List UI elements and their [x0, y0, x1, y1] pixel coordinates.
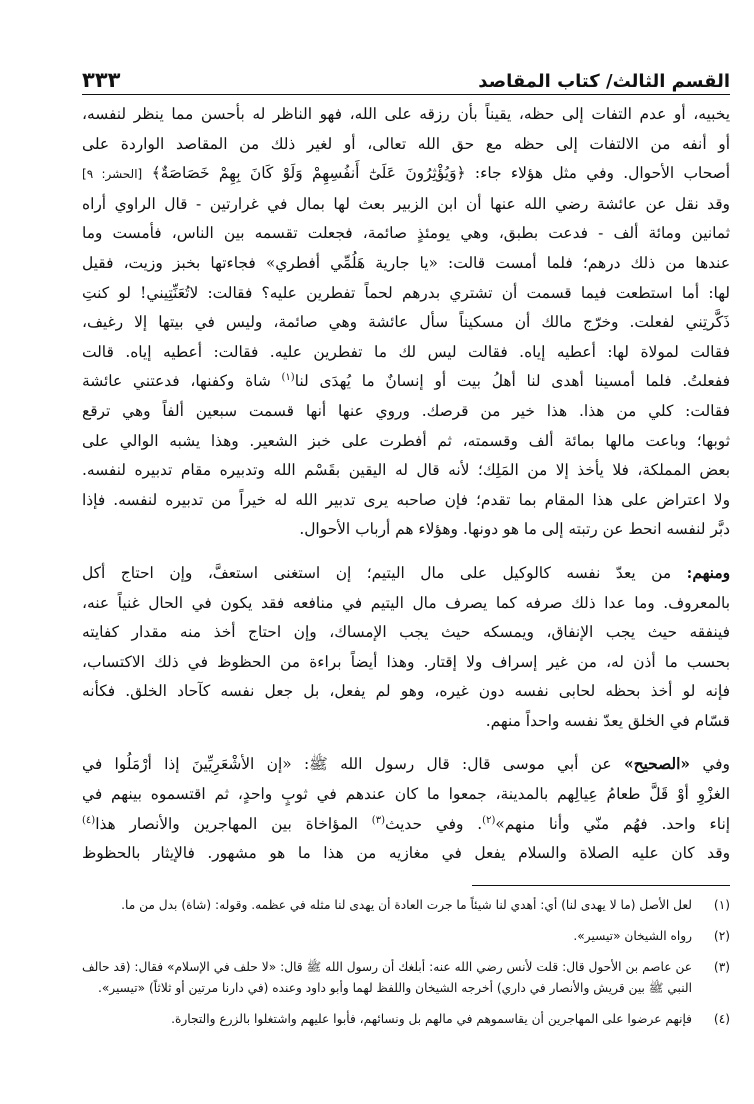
footnote-ref-1[interactable]: (١) [281, 372, 295, 384]
text-segment: من يعدّ نفسه كالوكيل على مال اليتيم؛ إن استغنى استعفَّ، وإن احتاج أكل [82, 563, 672, 582]
text-segment: عن أبي موسى قال: قال رسول الله ﷺ: «إن الأشْعَرِيِّينَ إذا أرْمَلُوا في [82, 755, 612, 774]
page-number: ٣٣٣ [82, 68, 121, 92]
text-line: بعض المملكة، فلا يأخذ إلا من المَلِك؛ لأنه قال له اليقين بقَسْم الله وتدبيره مقام تدبيره لنفسه. [82, 461, 730, 480]
text-line: بحسب ما أذن له، من غير إسراف ولا إقتار. وهذا أيضاً براءة من الحظوظ في ذلك الاكتساب، [82, 652, 730, 671]
footnotes [82, 895, 730, 1040]
footnote-text: رواه الشيخان «تيسير». [573, 929, 692, 943]
text-segment: المؤاخاة بين المهاجرين والأنصار هذا [95, 814, 372, 833]
footnote-number: (١) [713, 898, 730, 912]
footnote-number: (٤) [713, 1012, 730, 1026]
text-line: فينفقه حيث يجب الإنفاق، ويمسكه حيث يجب الإمساك، وإن احتاج أخذ منه مقدار كفايته [82, 623, 730, 642]
footnote-item [82, 926, 730, 947]
text-line [82, 559, 730, 589]
text-line: فقالت لمولاة لها: أعطيه إياه. فقالت ليس لك ما تفطرين عليه. فقالت: أعطيه إياه. قالت [82, 342, 730, 361]
text-line: ولا اعتراض على هذا المقام بما تقدم؛ فإن صاحبه يرى تدبير الله له خيراً من تدبيره لنفسه. فإذا [82, 490, 730, 509]
quran-reference: [الحشر: ٩] [82, 167, 143, 182]
text-line: ثوبها؛ وباعت مالها بمائة ألف وقسمته، ثم أفطرت على خبز الشعير. وهذا يشبه الوالي على [82, 431, 730, 450]
text-line: دبَّر لنفسه انحط عن رتبته إلى ما هو دونها. وهؤلاء هم أرباب الأحوال. [299, 520, 730, 539]
text-segment: شاة وكفنها، فدعتني عائشة [82, 372, 271, 391]
text-line: عندها من ذلك درهم؛ فلما أمست قالت: «يا جارية هَلُمِّي أفطري» فجاءتها بخبز وزيت، فقيل [82, 253, 730, 272]
text-line: فقالت: كلي من هذا. هذا خير من قرصك. وروي عنها أنها قسمت سبعين ألفاً وهي ترقع [82, 401, 730, 420]
chapter-title: القسم الثالث/ كتاب المقاصد [478, 71, 730, 92]
text-line: أو أنفه من الالتفات إلى حظه مع حق الله تعالى، أو لغير ذلك من المقاصد الواردة على [82, 134, 730, 153]
text-segment: ففعلتُ. فلما أمسينا أهدى لنا أهلُ بيت أو إنسانٌ ما يُهدَى لنا [294, 372, 731, 391]
text-line: وقد كان عليه الصلاة والسلام يفعل في مغازيه من هذا ما هو مشهور. فالإيثار بالحظوظ [82, 844, 730, 863]
text-line: قسّام في الخلق يعدّ نفسه واحداً منهم. [485, 711, 730, 730]
footnote-text: لعل الأصل (ما لا يهدى لنا) أي: أهدي لنا شيئاً ما جرت العادة أن يهدى لنا مثله في عظمه. وقوله: (شاة) بدل من ما. [121, 898, 692, 912]
quran-verse-line: أصحاب الأحوال. وفي مثل هؤلاء جاء: ﴿وَيُؤْثِرُونَ عَلَىٰٓ أَنفُسِهِمْ وَلَوْ كَانَ بِهِمْ خَصَاصَةٌ﴾ [151, 164, 730, 183]
text-line: وقد نقل عن عائشة رضي الله عنها أن ابن الزبير بعث لها بمال في غرارتين - قال الراوي أراه [82, 194, 730, 213]
text-line [82, 810, 730, 840]
footnote-item [82, 957, 730, 999]
paragraph-lead: ومنهم: [686, 563, 730, 582]
footnote-ref-4[interactable]: (٤) [82, 814, 96, 826]
footnote-item [82, 895, 730, 916]
footnote-ref-2[interactable]: (٢) [482, 814, 496, 826]
text-line: الغزْوِ أوْ قَلَّ طعامُ عِيالِهم بالمدينة، جمعوا ما كان عندهم في ثوبٍ واحدٍ، ثم اقتسموه بينهم في [82, 785, 730, 804]
footnote-number: (٣) [713, 960, 730, 974]
footnote-text: عن عاصم بن الأحول قال: قلت لأنس رضي الله عنه: أبلغك أن رسول الله ﷺ قال: «لا حلف في الإسلام» فقال: (قد حالف النبي ﷺ بين قريش والأنصار في داري) أخرجه الشيخان واللفظ لهما وأبو داود وعنده (في دارنا مرتين أو ثلاثاً) «تيسير». [82, 960, 692, 995]
footnote-divider [472, 885, 730, 886]
footnote-ref-3[interactable]: (٣) [371, 814, 385, 826]
footnote-number: (٢) [713, 929, 730, 943]
text-line: ذَكَّرتِني لفعلت. وخرّج مالك أن مسكيناً سأل عائشة وهي صائمة، وليس في بيتها إلا رغيف، [82, 313, 730, 332]
text-line [82, 367, 730, 397]
text-line: يخبيه، أو عدم التفات إلى حظه، يقيناً بأن رزقه على الله، فهو الناظر له بأحسن مما ينظر لنفسه، [82, 105, 730, 123]
text-segment: إناء واحد. فهُم منّي وأنا منهم» [495, 814, 730, 833]
footnote-text: فإنهم عرضوا على المهاجرين أن يقاسموهم في مالهم بل ونسائهم، فأبوا عليهم واشتغلوا بالزرع والتجارة. [171, 1012, 692, 1026]
text-line [82, 159, 730, 190]
text-line: بالمعروف. وما عدا ذلك صرفه كما يصرف مال اليتيم في منافعه فقد يكون في الحال غنياً عنه، [82, 593, 730, 612]
text-line [82, 750, 730, 780]
text-line: لها: أما استطعت فيما قسمت أن تشتري بدرهم لحماً تفطرين عليه؟ فقالت: لاتُعَنِّتِيني! لو كنتِ [82, 283, 730, 302]
header-divider [82, 94, 730, 95]
text-line: فإنه لو أخذ بحظه لحابى نفسه دون غيره، وهو لم يفعل، بل جعل نفسه كآحاد الخلق. فكأنه [82, 682, 730, 701]
footnote-item [82, 1009, 730, 1030]
main-text [82, 100, 730, 869]
source-title: «الصحيح» [623, 755, 691, 774]
text-line: ثمانين ومائة ألف - فدعت بطبق، وهي يومئذٍ صائمة، فجعلت تقسمه بين الناس، فأمست وما [82, 224, 730, 243]
text-segment: وفي [702, 755, 730, 774]
running-header [82, 64, 730, 92]
text-segment: . وفي حديث [384, 814, 483, 833]
